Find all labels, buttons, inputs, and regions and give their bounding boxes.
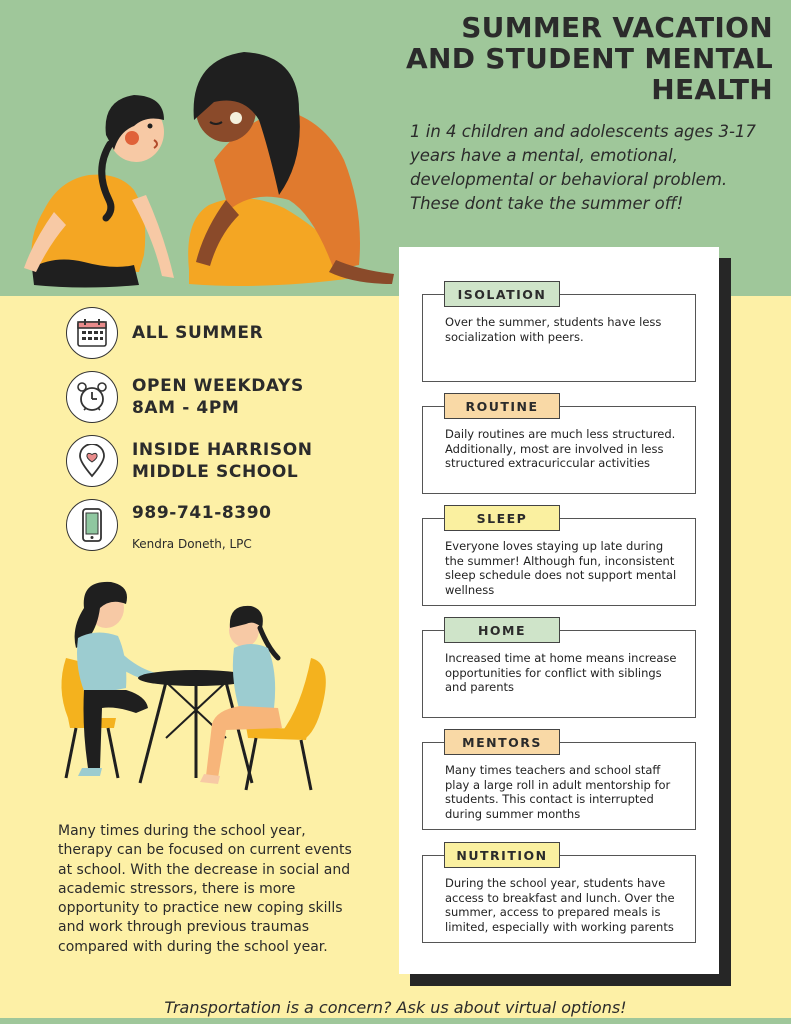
availability-row: [66, 307, 263, 359]
hours-line-2: 8AM - 4PM: [132, 398, 240, 418]
card-isolation: [422, 294, 696, 382]
card-sleep-text: Everyone loves staying up late during the summer! Although fun, inconsistent sleep schedule does not support mental wellness: [445, 539, 677, 597]
tag-isolation: ISOLATION: [444, 281, 560, 307]
card-isolation-text: Over the summer, students have less socialization with peers.: [445, 315, 662, 344]
location-line-2: MIDDLE SCHOOL: [132, 462, 299, 482]
title-line-1: SUMMER VACATION: [461, 11, 773, 44]
hours-row: [66, 371, 304, 423]
availability-text: ALL SUMMER: [132, 323, 264, 343]
card-routine-text: Daily routines are much less structured. Additionally, most are involved in less structured extracuriccular activities: [445, 427, 676, 471]
card-home-text: Increased time at home means increase opportunities for conflict with siblings and parents: [445, 651, 677, 695]
intro-statistic: 1 in 4 children and adolescents ages 3-17 years have a mental, emotional, developmental or behavioral problem. These dont take the summer off!: [410, 122, 756, 213]
card-home: [422, 630, 696, 718]
phone-icon: [66, 499, 118, 551]
kneeling-adult-child-illustration: [14, 40, 414, 294]
title-line-2: AND STUDENT MENTAL: [405, 42, 773, 75]
tag-nutrition: NUTRITION: [444, 842, 560, 868]
card-nutrition-text: During the school year, students have access to breakfast and lunch. Over the summer, access to prepared meals is limited, especially with working parents: [445, 876, 675, 934]
transportation-note: Transportation is a concern? Ask us about virtual options!: [164, 998, 627, 1017]
card-routine: [422, 406, 696, 494]
calendar-icon: [66, 307, 118, 359]
title-line-3: HEALTH: [651, 73, 773, 106]
hours-line-1: OPEN WEEKDAYS: [132, 376, 304, 396]
tag-routine: ROUTINE: [444, 393, 560, 419]
phone-number[interactable]: 989-741-8390: [132, 503, 272, 523]
card-nutrition: [422, 855, 696, 943]
card-sleep: [422, 518, 696, 606]
therapy-paragraph: Many times during the school year, therapy can be focused on current events at school. With the decrease in social and academic stressors, there is more opportunity to practice new coping skills and work through previous traumas compared with during the school year.: [58, 823, 352, 955]
card-mentors-text: Many times teachers and school staff play a large roll in adult mentorship for students. This contact is interrupted during summer months: [445, 763, 671, 821]
tag-home: HOME: [444, 617, 560, 643]
location-row: [66, 435, 313, 487]
contact-name: Kendra Doneth, LPC: [132, 537, 252, 551]
location-line-1: INSIDE HARRISON: [132, 440, 313, 460]
footer-band: [0, 1018, 791, 1024]
tag-sleep: SLEEP: [444, 505, 560, 531]
counseling-session-illustration: [56, 578, 346, 802]
card-mentors: [422, 742, 696, 830]
location-pin-icon: [66, 435, 118, 487]
location-text: [132, 439, 313, 483]
hours-text: [132, 375, 304, 419]
alarm-clock-icon: [66, 371, 118, 423]
tag-mentors: MENTORS: [444, 729, 560, 755]
